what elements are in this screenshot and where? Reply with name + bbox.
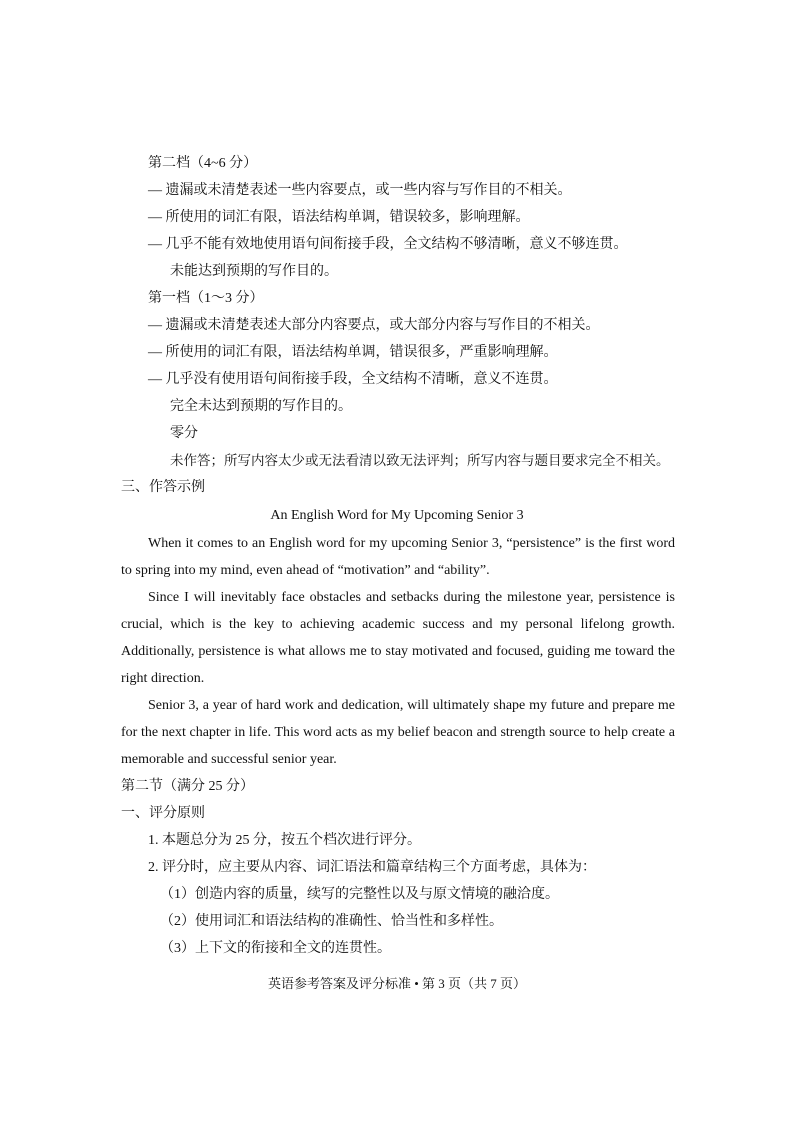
zero-text: 未作答；所写内容太少或无法看清以致无法评判；所写内容与题目要求完全不相关。 <box>170 453 670 468</box>
grade2-bullet-2: — 所使用的词汇有限，语法结构单调，错误较多，影响理解。 <box>148 210 530 225</box>
essay-p2-line3: Additionally, persistence is what allows me to stay motivated and focused, guiding me toward the <box>121 644 675 659</box>
sample-section-heading: 三、作答示例 <box>121 480 205 495</box>
essay-p3-line2: for the next chapter in life. This word acts as my belief beacon and strength source to help create a <box>121 725 675 740</box>
section2-heading: 第二节（满分 25 分） <box>121 779 254 794</box>
essay-p1-line2: to spring into my mind, even ahead of “motivation” and “ability”. <box>121 563 490 578</box>
grade1-note: 完全未达到预期的写作目的。 <box>170 399 352 414</box>
principle-sub-3: （3）上下文的衔接和全文的连贯性。 <box>160 941 391 956</box>
principle-sub-2: （2）使用词汇和语法结构的准确性、恰当性和多样性。 <box>160 914 503 929</box>
principle-item-1: 1. 本题总分为 25 分，按五个档次进行评分。 <box>148 833 421 848</box>
essay-p2-line4: right direction. <box>121 671 205 686</box>
grade1-bullet-1: — 遗漏或未清楚表述大部分内容要点，或大部分内容与写作目的不相关。 <box>148 318 600 333</box>
grade2-bullet-3: — 几乎不能有效地使用语句间衔接手段，全文结构不够清晰，意义不够连贯。 <box>148 237 628 252</box>
essay-p3-line3: memorable and successful senior year. <box>121 752 337 767</box>
zero-heading: 零分 <box>170 426 198 441</box>
essay-p2-line2: crucial, which is the key to achieving academic success and my personal lifelong growth. <box>121 617 675 632</box>
essay-p1-line1: When it comes to an English word for my upcoming Senior 3, “persistence” is the first word <box>148 536 675 551</box>
grade1-bullet-2: — 所使用的词汇有限，语法结构单调，错误很多，严重影响理解。 <box>148 345 558 360</box>
grade1-bullet-3: — 几乎没有使用语句间衔接手段，全文结构不清晰，意义不连贯。 <box>148 372 558 387</box>
essay-p2-line1: Since I will inevitably face obstacles and setbacks during the milestone year, persistence is <box>148 590 675 605</box>
principle-sub-1: （1）创造内容的质量，续写的完整性以及与原文情境的融洽度。 <box>160 887 559 902</box>
grade2-heading: 第二档（4~6 分） <box>148 156 258 171</box>
grade2-note: 未能达到预期的写作目的。 <box>170 264 338 279</box>
sample-essay-title: An English Word for My Upcoming Senior 3 <box>270 508 524 523</box>
page-footer: 英语参考答案及评分标准 • 第 3 页（共 7 页） <box>267 976 527 991</box>
grade2-bullet-1: — 遗漏或未清楚表述一些内容要点，或一些内容与写作目的不相关。 <box>148 183 572 198</box>
principle-item-2: 2. 评分时，应主要从内容、词汇语法和篇章结构三个方面考虑，具体为： <box>148 860 596 875</box>
principles-heading: 一、评分原则 <box>121 806 205 821</box>
essay-p3-line1: Senior 3, a year of hard work and dedication, will ultimately shape my future and prepare me <box>148 698 675 713</box>
grade1-heading: 第一档（1～3 分） <box>148 291 264 306</box>
